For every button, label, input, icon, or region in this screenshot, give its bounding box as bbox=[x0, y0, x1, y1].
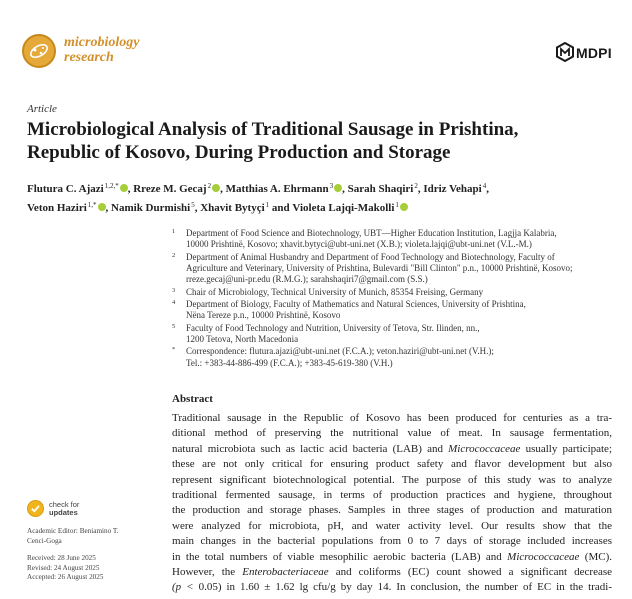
affiliation bbox=[172, 287, 612, 298]
author-name: Idriz Vehapi bbox=[423, 183, 482, 195]
author-name: Flutura C. Ajazi bbox=[27, 183, 104, 195]
abstract-line: in the total numbers of viable mesophilic aerobic bacteria (LAB) and Micrococcaceae (MC). bbox=[172, 550, 612, 563]
sidebar-notes bbox=[27, 527, 162, 583]
abstract-line: traditional fermented sausage, in terms of production practices and hygiene, throughout bbox=[172, 489, 612, 502]
check-updates-label bbox=[49, 501, 79, 517]
affiliation-line: 1200 Tetova, North Macedonia bbox=[186, 334, 299, 345]
affiliation bbox=[172, 299, 612, 322]
title-line: Republic of Kosovo, During Production and Storage bbox=[27, 142, 451, 163]
accepted-date: Accepted: 26 August 2025 bbox=[27, 573, 104, 582]
affiliation-line: Department of Animal Husbandry and Department of Food Technology and Biotechnology, Faculty of bbox=[186, 251, 555, 262]
affiliation-line: Department of Biology, Faculty of Mathematics and Natural Sciences, University of Prishtina, bbox=[186, 299, 526, 310]
author-affiliation-marker: 3 bbox=[329, 182, 334, 190]
author-separator: , bbox=[486, 183, 489, 195]
abstract-line: were analyzed for microbiota, pH, and water activity level. Our results show that the bbox=[172, 519, 612, 532]
author-affiliation-marker: 2 bbox=[414, 182, 418, 190]
author-affiliation-marker: 1,* bbox=[87, 201, 97, 209]
author-name: Rreze M. Gecaj bbox=[133, 183, 207, 195]
author-affiliation-marker: 1,2,* bbox=[104, 182, 119, 190]
publisher-mark-icon bbox=[556, 42, 574, 62]
affiliation-line: Department of Food Science and Biotechnology, UBT—Higher Education Institution, Lagjja Kalabria, bbox=[186, 228, 557, 238]
author-affiliation-marker: 4 bbox=[482, 182, 487, 190]
check-for-updates-badge[interactable] bbox=[27, 498, 147, 520]
author-name: Sarah Shaqiri bbox=[347, 183, 414, 195]
affiliation-number: 3 bbox=[172, 286, 176, 294]
author[interactable] bbox=[200, 202, 292, 214]
author-affiliation-marker: 2 bbox=[207, 182, 212, 190]
author-affiliation-marker: 1 bbox=[265, 201, 270, 209]
revised-date: Revised: 24 August 2025 bbox=[27, 563, 100, 572]
author-affiliation-marker: 1 bbox=[395, 201, 399, 209]
affiliation bbox=[172, 346, 612, 369]
affiliation-number: 5 bbox=[172, 322, 176, 330]
affiliation-line: rreze.gecaj@uni-pr.edu (R.M.G.); sarahshaqiri7@gmail.com (S.S.) bbox=[186, 274, 428, 285]
orcid-icon[interactable] bbox=[98, 203, 106, 211]
journal-name-line1: microbiology bbox=[64, 35, 140, 50]
author[interactable] bbox=[348, 183, 424, 195]
affiliation-line: Tel.: +383-44-886-499 (F.C.A.); +383-45-619-380 (V.H.) bbox=[186, 357, 393, 368]
publisher-logo[interactable] bbox=[556, 42, 612, 64]
author[interactable] bbox=[133, 183, 225, 195]
author-name: Namik Durmishi bbox=[111, 202, 191, 214]
affiliation-line: 10000 Prishtinë, Kosovo; xhavit.bytyci@ubt-uni.net (X.B.); violeta.lajqi@ubt-uni.net (V.L.-M.) bbox=[186, 239, 532, 250]
paper-title bbox=[27, 118, 617, 164]
affiliation-line: Faculty of Food Technology and Nutrition, University of Tetova, Str. Ilinden, nn., bbox=[186, 322, 480, 333]
orcid-icon[interactable] bbox=[212, 184, 220, 192]
orcid-icon[interactable] bbox=[120, 184, 128, 192]
affiliation bbox=[172, 228, 612, 251]
author[interactable] bbox=[111, 202, 200, 214]
journal-name-line2: research bbox=[64, 50, 114, 65]
author-name: Violeta Lajqi-Makolli bbox=[292, 202, 395, 214]
orcid-icon[interactable] bbox=[400, 203, 408, 211]
affiliations bbox=[172, 228, 612, 370]
abstract-heading: Abstract bbox=[172, 393, 213, 405]
author-name: Matthias A. Ehrmann bbox=[225, 183, 329, 195]
abstract-line: natural microbiota such as lactic acid bacteria (LAB) and Micrococcaceae usually participate; bbox=[172, 442, 612, 455]
academic-editor-name: Cenci-Goga bbox=[27, 536, 62, 545]
abstract-line: these are not only critical for ensuring product safety and flavor development but also bbox=[172, 458, 612, 471]
affiliation-line: Nëna Tereze p.n., 10000 Prishtinë, Kosovo bbox=[186, 310, 341, 321]
affiliation bbox=[172, 252, 612, 286]
journal-name bbox=[64, 35, 139, 65]
abstract-line: the production and storage phases. Samples in three stages of production and maturation bbox=[172, 504, 612, 517]
author-separator: , bbox=[105, 202, 112, 214]
abstract-line: However, the Enterobacteriaceae and coliforms (EC) count showed a significant decrease bbox=[172, 566, 612, 579]
author-separator: , bbox=[417, 183, 424, 195]
author-affiliation-marker: 5 bbox=[191, 201, 195, 209]
affiliation-line: Agriculture and Veterinary, University of Prishtina, Bulevardi "Bill Clinton" p.n., 10000 Prishtinë, Kosovo; bbox=[186, 262, 573, 273]
affiliation-number: 1 bbox=[172, 228, 176, 235]
journal-emblem-icon bbox=[22, 34, 56, 68]
publisher-name: MDPI bbox=[576, 45, 612, 61]
affiliation-number: 2 bbox=[172, 251, 176, 259]
author[interactable] bbox=[226, 183, 348, 195]
author-separator: , bbox=[342, 183, 348, 195]
author-separator: , bbox=[194, 202, 201, 214]
author-separator: , bbox=[127, 183, 134, 195]
journal-logo[interactable] bbox=[22, 34, 162, 74]
abstract-body bbox=[172, 411, 612, 596]
affiliation-number: 4 bbox=[172, 299, 176, 307]
affiliation-line: Correspondence: flutura.ajazi@ubt-uni.net (F.C.A.); veton.haziri@ubt-uni.net (V.H.); bbox=[186, 346, 494, 357]
author[interactable] bbox=[27, 183, 133, 195]
received-date: Received: 28 June 2025 bbox=[27, 554, 96, 563]
updates-line1: check for bbox=[49, 500, 80, 509]
check-updates-icon bbox=[27, 500, 44, 517]
abstract-line: represent significant biotechnological potential. The purpose of this study was to analyze bbox=[172, 473, 612, 486]
author-name: Veton Haziri bbox=[27, 202, 87, 214]
title-line: Microbiological Analysis of Traditional Sausage in Prishtina, bbox=[27, 119, 519, 140]
abstract-line: (p < 0.05) in 1.60 ± 1.62 lg cfu/g by day 14. In conclusion, the number of EC in the tradi- bbox=[172, 581, 612, 594]
abstract-line: main changes in the bacterial populations from 0 to 7 days of storage included increases bbox=[172, 535, 612, 548]
author-separator: , bbox=[220, 183, 226, 195]
abstract-line: ditional method of preserving the nutritional value of meat. In sausage fermentation, bbox=[172, 427, 612, 440]
updates-line2: updates bbox=[49, 508, 78, 517]
article-type: Article bbox=[27, 103, 57, 115]
author-list bbox=[27, 178, 617, 216]
abstract-line: Traditional sausage in the Republic of Kosovo has been produced for centuries as a tra- bbox=[172, 412, 612, 424]
author[interactable] bbox=[27, 202, 111, 214]
orcid-icon[interactable] bbox=[334, 184, 342, 192]
author[interactable] bbox=[423, 183, 489, 195]
author-separator: and bbox=[269, 202, 293, 214]
affiliation-line: Chair of Microbiology, Technical University of Munich, 85354 Freising, Germany bbox=[186, 286, 484, 297]
academic-editor: Academic Editor: Beniamino T. bbox=[27, 527, 119, 535]
affiliation bbox=[172, 323, 612, 346]
author[interactable] bbox=[292, 202, 407, 214]
affiliation-number: * bbox=[172, 346, 176, 354]
author-name: Xhavit Bytyçi bbox=[200, 202, 265, 214]
